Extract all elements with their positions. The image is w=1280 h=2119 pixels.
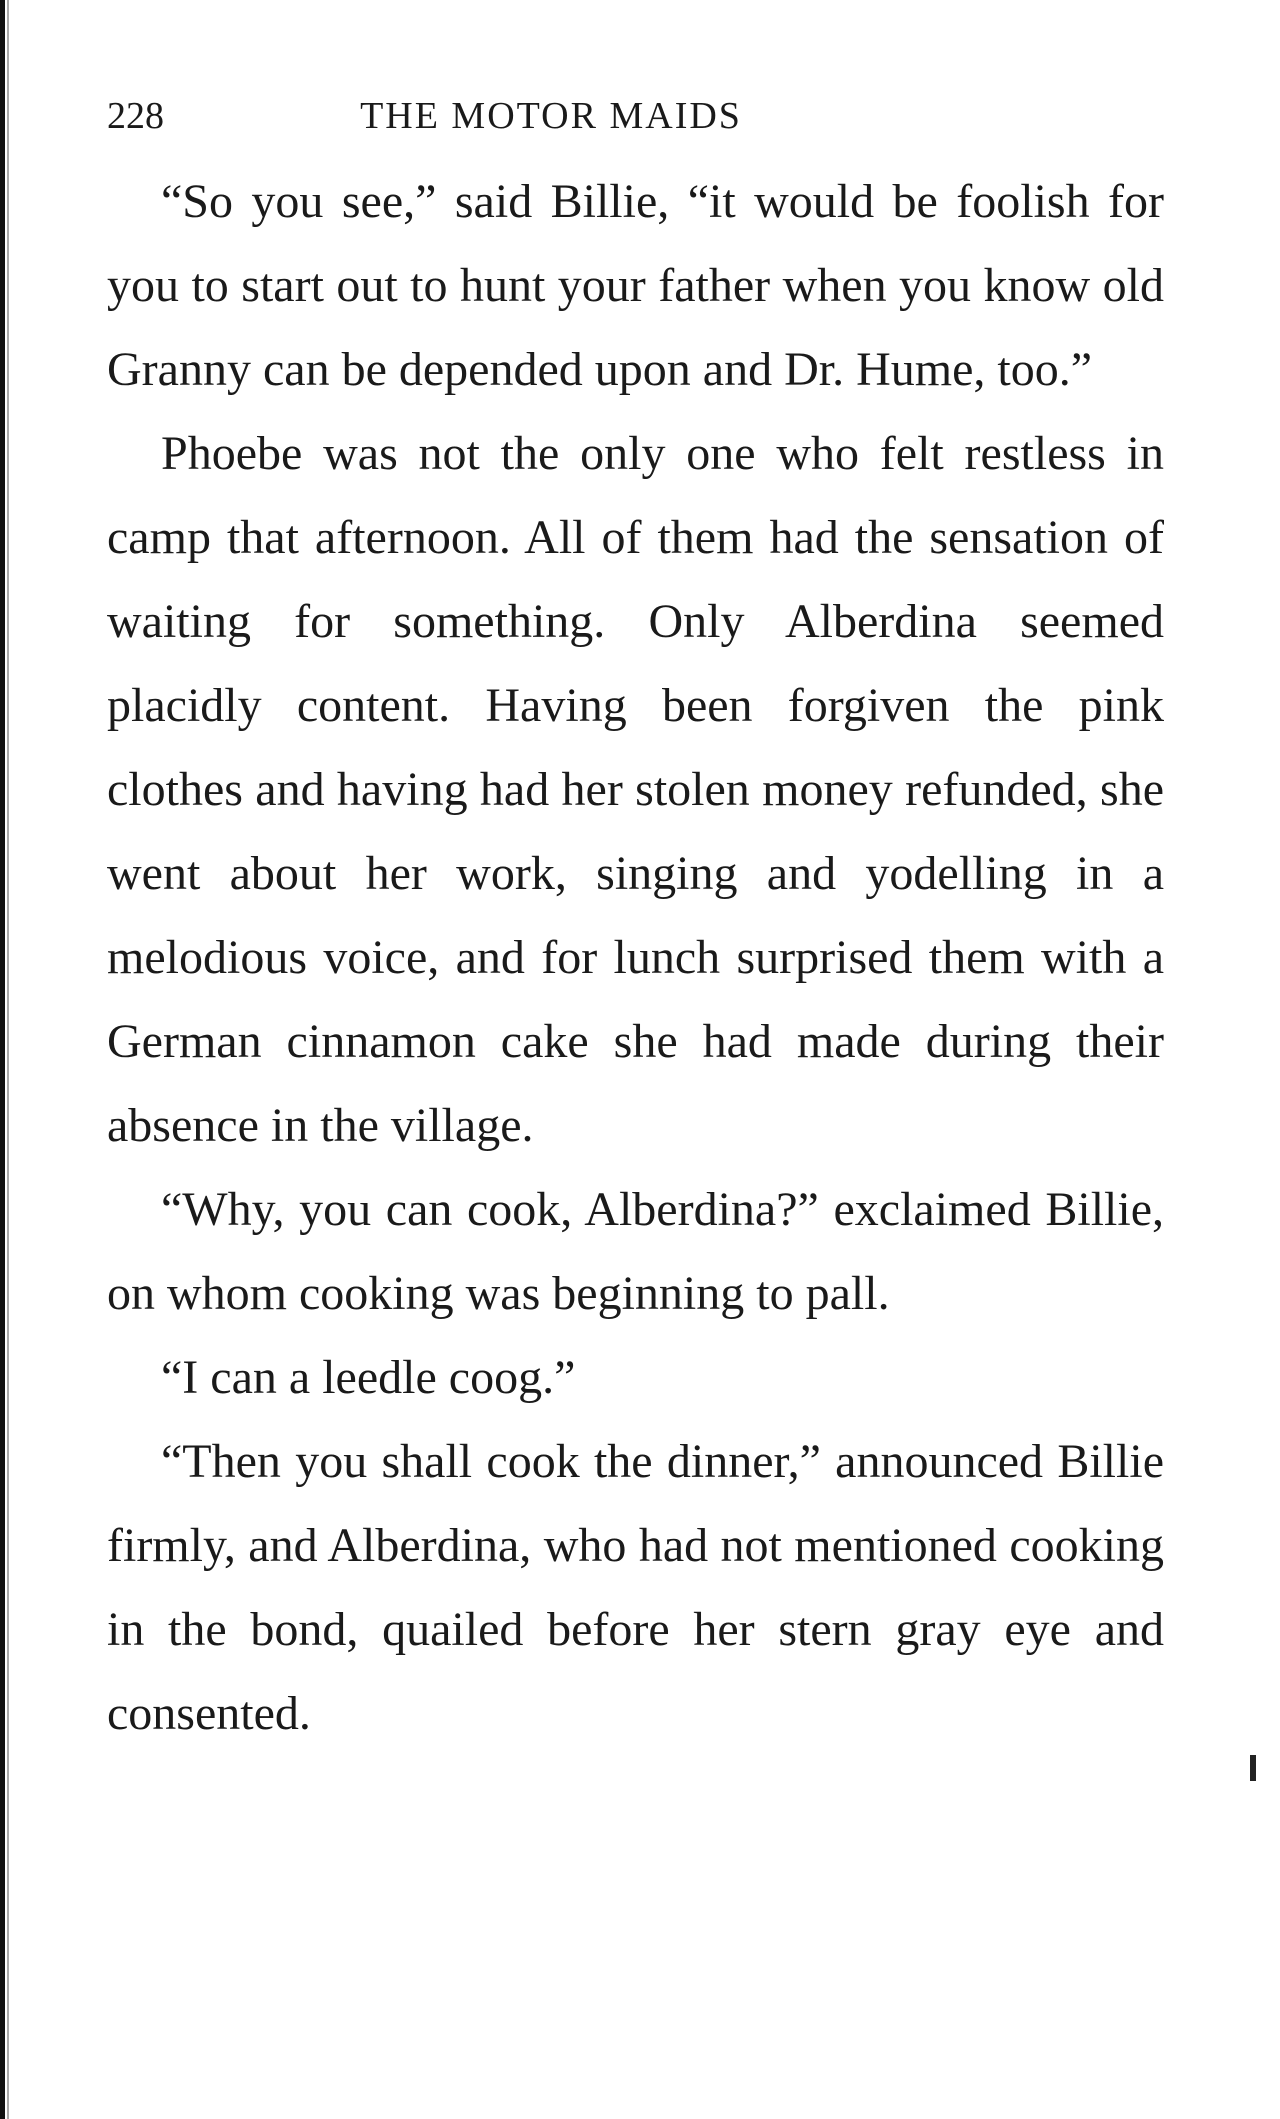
paragraph: “Why, you can cook, Alberdina?” exclaimed Billie, on whom cooking was beginning to pall. [107, 1183, 1164, 1320]
paragraph: “Then you shall cook the dinner,” announced Billie firmly, and Alberdina, who had not mentioned cooking in the bond, quailed before her stern gray eye and consented. [107, 1435, 1164, 1740]
paragraph: “I can a leedle coog.” [161, 1351, 576, 1404]
page-number: 228 [107, 95, 164, 137]
paragraph: Phoebe was not the only one who felt restless in camp that afternoon. All of them had the sensation of waiting for something. Only Alberdina seemed placidly content. Having been forgiven the pink clothes and having had her stolen money refunded, she went about her work, singing and yodelling in a melodious voice, and for lunch surprised them with a German cinnamon cake she had made during their absence in the village. [107, 427, 1164, 1152]
running-head: THE MOTOR MAIDS [360, 95, 742, 137]
page-body [107, 160, 1164, 1756]
scan-mark [1250, 1755, 1256, 1781]
paragraph: “So you see,” said Billie, “it would be foolish for you to start out to hunt your father when you know old Granny can be depended upon and Dr. Hume, too.” [107, 175, 1164, 396]
page-binding-edge [0, 0, 5, 2119]
page-header [107, 86, 1164, 146]
